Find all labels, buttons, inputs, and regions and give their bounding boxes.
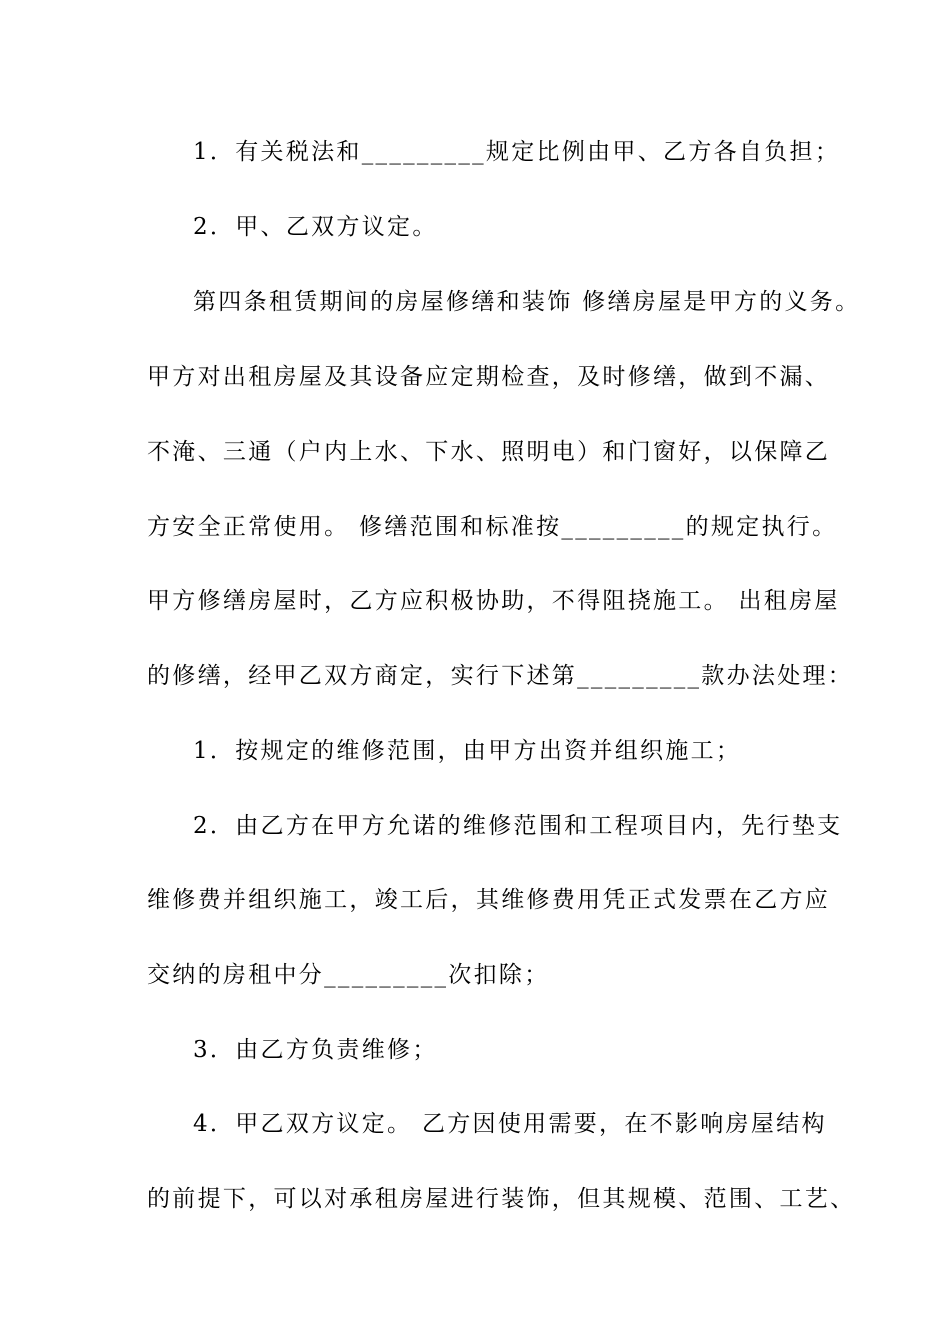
text-line-13: 3．由乙方负责维修； [193, 1037, 438, 1063]
text-line-2: 2．甲、乙双方议定。 [193, 214, 438, 240]
text-line-10: 2．由乙方在甲方允诺的维修范围和工程项目内，先行垫支 [193, 813, 843, 839]
text-line-5: 不淹、三通（户内上水、下水、照明电）和门窗好，以保障乙 [147, 439, 831, 465]
text-line-14: 4．甲乙双方议定。 乙方因使用需要，在不影响房屋结构 [193, 1111, 827, 1137]
text-line-3: 第四条租赁期间的房屋修缮和装饰 修缮房屋是甲方的义务。 [193, 289, 861, 315]
text-line-1: 1．有关税法和_________规定比例由甲、乙方各自负担； [193, 139, 841, 165]
text-line-15: 的前提下，可以对承租房屋进行装饰，但其规模、范围、工艺、 [147, 1186, 856, 1212]
text-line-8: 的修缮，经甲乙双方商定，实行下述第_________款办法处理： [147, 663, 854, 689]
text-line-4: 甲方对出租房屋及其设备应定期检查，及时修缮，做到不漏、 [147, 364, 831, 390]
text-line-6: 方安全正常使用。 修缮范围和标准按_________的规定执行。 [147, 514, 838, 540]
text-line-12: 交纳的房租中分_________次扣除； [147, 962, 550, 988]
text-line-7: 甲方修缮房屋时，乙方应积极协助，不得阻挠施工。 出租房屋 [147, 588, 840, 614]
text-line-9: 1．按规定的维修范围，由甲方出资并组织施工； [193, 738, 742, 764]
text-line-11: 维修费并组织施工，竣工后，其维修费用凭正式发票在乙方应 [147, 887, 831, 913]
